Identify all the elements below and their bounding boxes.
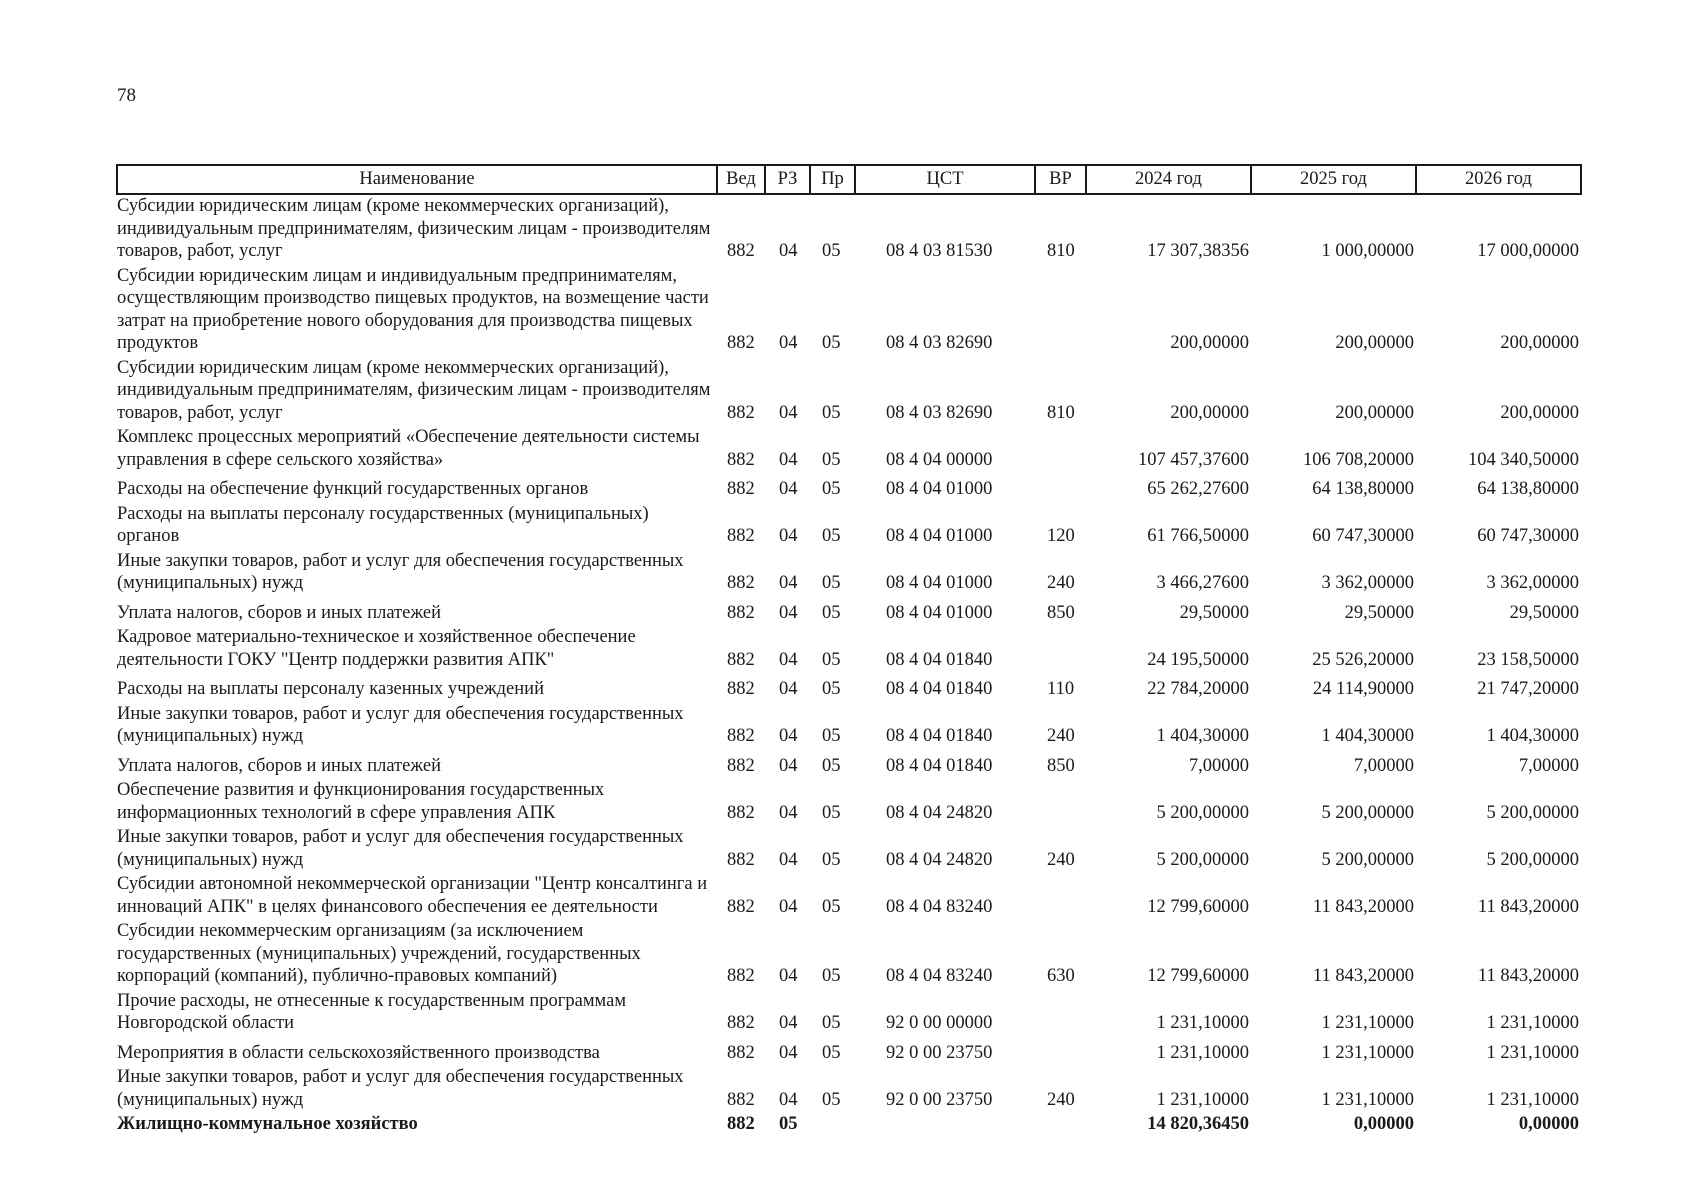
row-vr: 110 <box>1047 679 1075 699</box>
row-rz: 04 <box>779 526 798 546</box>
page-number: 78 <box>117 85 136 106</box>
table-row <box>117 750 1581 780</box>
row-2024: 22 784,20000 <box>1147 679 1249 699</box>
row-vr <box>1035 873 1086 920</box>
row-vr <box>1035 990 1086 1037</box>
row-rz: 04 <box>779 679 798 699</box>
row-2026: 23 158,50000 <box>1477 649 1579 670</box>
row-2024: 24 195,50000 <box>1147 649 1249 670</box>
row-ved: 882 <box>727 1013 755 1033</box>
row-2026: 29,50000 <box>1509 602 1579 623</box>
table-row <box>117 920 1581 990</box>
row-ved: 882 <box>727 573 755 593</box>
row-cst: 08 4 04 01840 <box>886 755 993 776</box>
row-name: Субсидии юридическим лицам (кроме некоммерческих организаций), индивидуальным предпринимателям, физическим лицам - производителям товаров, работ, услуг <box>117 196 711 261</box>
row-2026: 60 747,30000 <box>1477 526 1579 546</box>
row-2026: 1 404,30000 <box>1486 726 1579 746</box>
row-vr <box>1035 473 1086 503</box>
table-row <box>117 503 1581 550</box>
row-2024: 65 262,27600 <box>1147 479 1249 499</box>
table-row <box>117 597 1581 627</box>
row-2024: 1 404,30000 <box>1156 726 1249 746</box>
row-2026: 7,00000 <box>1518 755 1579 776</box>
row-pr: 05 <box>822 479 841 499</box>
row-rz: 04 <box>779 726 798 746</box>
row-pr: 05 <box>822 1089 841 1110</box>
header-cst: ЦСТ <box>855 165 1035 194</box>
row-cst: 92 0 00 23750 <box>886 1042 993 1063</box>
row-rz: 04 <box>779 966 798 986</box>
row-pr: 05 <box>822 333 841 353</box>
row-name: Расходы на выплаты персоналу казенных учреждений <box>117 679 544 699</box>
row-ved: 882 <box>727 402 755 423</box>
row-pr: 05 <box>822 241 841 261</box>
row-rz: 04 <box>779 802 798 823</box>
row-pr: 05 <box>822 649 841 670</box>
row-2026: 3 362,00000 <box>1486 573 1579 593</box>
row-cst: 92 0 00 00000 <box>886 1013 993 1033</box>
row-vr <box>1035 779 1086 826</box>
row-name: Расходы на выплаты персоналу государственных (муниципальных) органов <box>117 503 649 546</box>
row-2024: 1 231,10000 <box>1156 1013 1249 1033</box>
row-rz: 04 <box>779 602 798 623</box>
table-row <box>117 426 1581 473</box>
row-name: Жилищно-коммунальное хозяйство <box>117 1114 418 1134</box>
row-2025: 0,00000 <box>1353 1114 1414 1134</box>
row-2026: 1 231,10000 <box>1486 1013 1579 1033</box>
row-vr <box>1035 265 1086 357</box>
row-pr: 05 <box>822 849 841 870</box>
row-2025: 5 200,00000 <box>1321 802 1414 823</box>
row-ved: 882 <box>727 849 755 870</box>
row-rz: 04 <box>779 849 798 870</box>
row-ved: 882 <box>727 679 755 699</box>
row-rz: 04 <box>779 573 798 593</box>
row-2024: 29,50000 <box>1179 602 1249 623</box>
row-2024: 61 766,50000 <box>1147 526 1249 546</box>
row-ved: 882 <box>727 726 755 746</box>
table-row <box>117 194 1581 265</box>
row-vr: 810 <box>1047 402 1075 423</box>
row-pr: 05 <box>822 679 841 699</box>
header-pr: Пр <box>810 165 855 194</box>
row-name: Прочие расходы, не отнесенные к государственным программам Новгородской области <box>117 990 627 1033</box>
row-name: Расходы на обеспечение функций государственных органов <box>117 479 589 499</box>
table-row <box>117 626 1581 673</box>
row-2025: 64 138,80000 <box>1312 479 1414 499</box>
row-2026: 5 200,00000 <box>1486 849 1579 870</box>
row-name: Иные закупки товаров, работ и услуг для обеспечения государственных (муниципальных) нужд <box>117 1067 684 1110</box>
row-rz: 04 <box>779 479 798 499</box>
row-pr: 05 <box>822 1013 841 1033</box>
row-rz: 04 <box>779 649 798 670</box>
header-rz: РЗ <box>765 165 810 194</box>
row-2026: 17 000,00000 <box>1477 241 1579 261</box>
row-rz: 04 <box>779 333 798 353</box>
row-cst <box>855 1113 1035 1138</box>
table-row <box>117 473 1581 503</box>
row-vr: 240 <box>1047 726 1075 746</box>
row-pr: 05 <box>822 726 841 746</box>
table-row <box>117 357 1581 427</box>
row-pr <box>810 1113 855 1138</box>
row-ved: 882 <box>727 966 755 986</box>
row-rz: 05 <box>779 1114 798 1134</box>
row-cst: 08 4 03 82690 <box>886 402 993 423</box>
row-pr: 05 <box>822 802 841 823</box>
table-row <box>117 873 1581 920</box>
row-2024: 12 799,60000 <box>1147 966 1249 986</box>
row-vr: 240 <box>1047 1089 1075 1110</box>
row-ved: 882 <box>727 896 755 917</box>
row-name: Уплата налогов, сборов и иных платежей <box>117 602 442 623</box>
row-ved: 882 <box>727 802 755 823</box>
row-2025: 1 231,10000 <box>1321 1042 1414 1063</box>
row-rz: 04 <box>779 1042 798 1063</box>
table-row <box>117 265 1581 357</box>
row-vr <box>1035 1037 1086 1067</box>
row-cst: 08 4 04 24820 <box>886 849 993 870</box>
row-name: Субсидии автономной некоммерческой организации "Центр консалтинга и инноваций АПК" в целях финансового обеспечения ее деятельности <box>117 874 708 917</box>
row-2024: 1 231,10000 <box>1156 1042 1249 1063</box>
row-cst: 08 4 04 83240 <box>886 896 993 917</box>
header-vr: ВР <box>1035 165 1086 194</box>
row-name: Субсидии некоммерческим организациям (за исключением государственных (муниципальных) учреждений, государственных корпораций (компаний), публично-правовых компаний) <box>117 921 641 986</box>
table-row <box>117 673 1581 703</box>
row-2026: 64 138,80000 <box>1477 479 1579 499</box>
row-2025: 29,50000 <box>1344 602 1414 623</box>
row-ved: 882 <box>727 333 755 353</box>
row-2025: 11 843,20000 <box>1312 966 1414 986</box>
row-2025: 11 843,20000 <box>1312 896 1414 917</box>
row-cst: 08 4 04 24820 <box>886 802 993 823</box>
row-pr: 05 <box>822 1042 841 1063</box>
header-name: Наименование <box>117 165 717 194</box>
row-2025: 24 114,90000 <box>1312 679 1414 699</box>
row-cst: 08 4 04 01000 <box>886 479 993 499</box>
row-2024: 14 820,36450 <box>1147 1114 1249 1134</box>
row-vr <box>1035 1113 1086 1138</box>
row-2026: 5 200,00000 <box>1486 802 1579 823</box>
row-vr: 810 <box>1047 241 1075 261</box>
table-row <box>117 826 1581 873</box>
row-rz: 04 <box>779 896 798 917</box>
row-rz: 04 <box>779 402 798 423</box>
row-name: Мероприятия в области сельскохозяйственного производства <box>117 1042 600 1063</box>
row-cst: 08 4 04 01840 <box>886 679 993 699</box>
row-2025: 3 362,00000 <box>1321 573 1414 593</box>
row-2025: 25 526,20000 <box>1312 649 1414 670</box>
row-ved: 882 <box>727 241 755 261</box>
row-vr <box>1035 626 1086 673</box>
header-2026: 2026 год <box>1416 165 1581 194</box>
row-ved: 882 <box>727 1042 755 1063</box>
row-2025: 200,00000 <box>1335 402 1414 423</box>
row-name: Иные закупки товаров, работ и услуг для обеспечения государственных (муниципальных) нужд <box>117 703 684 746</box>
row-name: Комплекс процессных мероприятий «Обеспечение деятельности системы управления в сфере сельского хозяйства» <box>117 427 700 470</box>
row-cst: 08 4 04 01000 <box>886 526 993 546</box>
row-name: Уплата налогов, сборов и иных платежей <box>117 755 442 776</box>
row-ved: 882 <box>727 649 755 670</box>
row-cst: 08 4 04 00000 <box>886 449 993 470</box>
row-vr: 630 <box>1047 966 1075 986</box>
row-2026: 11 843,20000 <box>1477 896 1579 917</box>
row-name: Субсидии юридическим лицам и индивидуальным предпринимателям, осуществляющим производство пищевых продуктов, на возмещение части затрат на приобретение нового оборудования для производства пищевых продуктов <box>117 265 709 353</box>
header-2025: 2025 год <box>1251 165 1416 194</box>
row-pr: 05 <box>822 449 841 470</box>
row-name: Иные закупки товаров, работ и услуг для обеспечения государственных (муниципальных) нужд <box>117 827 684 870</box>
row-pr: 05 <box>822 755 841 776</box>
row-2026: 0,00000 <box>1518 1114 1579 1134</box>
row-cst: 08 4 04 01840 <box>886 726 993 746</box>
table-row <box>117 550 1581 597</box>
table-row <box>117 990 1581 1037</box>
row-rz: 04 <box>779 449 798 470</box>
row-pr: 05 <box>822 602 841 623</box>
row-2024: 107 457,37600 <box>1138 449 1249 470</box>
row-2024: 200,00000 <box>1170 333 1249 353</box>
row-rz: 04 <box>779 1089 798 1110</box>
row-2025: 5 200,00000 <box>1321 849 1414 870</box>
header-2024: 2024 год <box>1086 165 1251 194</box>
row-2025: 1 404,30000 <box>1321 726 1414 746</box>
table-row <box>117 779 1581 826</box>
budget-table <box>116 164 1582 1138</box>
row-cst: 08 4 04 01000 <box>886 602 993 623</box>
row-cst: 08 4 04 83240 <box>886 966 993 986</box>
row-2025: 7,00000 <box>1353 755 1414 776</box>
header-ved: Вед <box>717 165 765 194</box>
row-2025: 1 231,10000 <box>1321 1013 1414 1033</box>
row-vr: 120 <box>1047 526 1075 546</box>
table-header-row <box>117 165 1581 194</box>
row-cst: 08 4 04 01840 <box>886 649 993 670</box>
row-ved: 882 <box>727 1089 755 1110</box>
row-2026: 21 747,20000 <box>1477 679 1579 699</box>
table-row <box>117 1037 1581 1067</box>
row-name: Субсидии юридическим лицам (кроме некоммерческих организаций), индивидуальным предпринимателям, физическим лицам - производителям товаров, работ, услуг <box>117 357 711 423</box>
row-cst: 92 0 00 23750 <box>886 1089 993 1110</box>
row-pr: 05 <box>822 966 841 986</box>
row-rz: 04 <box>779 241 798 261</box>
row-2025: 1 231,10000 <box>1321 1089 1414 1110</box>
row-ved: 882 <box>727 449 755 470</box>
row-name: Иные закупки товаров, работ и услуг для обеспечения государственных (муниципальных) нужд <box>117 550 684 593</box>
row-vr: 240 <box>1047 573 1075 593</box>
row-pr: 05 <box>822 402 841 423</box>
row-2026: 104 340,50000 <box>1468 449 1579 470</box>
row-2024: 5 200,00000 <box>1156 802 1249 823</box>
row-ved: 882 <box>727 1114 755 1134</box>
row-pr: 05 <box>822 573 841 593</box>
row-2026: 1 231,10000 <box>1486 1042 1579 1063</box>
row-2026: 200,00000 <box>1500 333 1579 353</box>
row-2026: 11 843,20000 <box>1477 966 1579 986</box>
row-ved: 882 <box>727 526 755 546</box>
row-2024: 17 307,38356 <box>1147 241 1249 261</box>
row-vr <box>1035 426 1086 473</box>
table-row <box>117 1066 1581 1113</box>
row-ved: 882 <box>727 755 755 776</box>
row-2024: 7,00000 <box>1188 755 1249 776</box>
row-2024: 12 799,60000 <box>1147 896 1249 917</box>
row-vr: 850 <box>1047 602 1075 623</box>
row-2025: 1 000,00000 <box>1321 241 1414 261</box>
row-vr: 850 <box>1047 755 1075 776</box>
row-rz: 04 <box>779 755 798 776</box>
row-ved: 882 <box>727 479 755 499</box>
row-pr: 05 <box>822 526 841 546</box>
row-cst: 08 4 04 01000 <box>886 573 993 593</box>
row-cst: 08 4 03 81530 <box>886 241 993 261</box>
row-2026: 200,00000 <box>1500 402 1579 423</box>
row-2024: 3 466,27600 <box>1156 573 1249 593</box>
row-rz: 04 <box>779 1013 798 1033</box>
row-2024: 1 231,10000 <box>1156 1089 1249 1110</box>
row-name: Обеспечение развития и функционирования государственных информационных технологий в сфере управления АПК <box>117 780 605 823</box>
row-2024: 200,00000 <box>1170 402 1249 423</box>
row-2025: 106 708,20000 <box>1303 449 1414 470</box>
table-row <box>117 703 1581 750</box>
row-name: Кадровое материально-техническое и хозяйственное обеспечение деятельности ГОКУ "Центр поддержки развития АПК" <box>117 627 636 670</box>
row-2026: 1 231,10000 <box>1486 1089 1579 1110</box>
row-ved: 882 <box>727 602 755 623</box>
row-2025: 60 747,30000 <box>1312 526 1414 546</box>
row-vr: 240 <box>1047 849 1075 870</box>
row-2024: 5 200,00000 <box>1156 849 1249 870</box>
row-cst: 08 4 03 82690 <box>886 333 993 353</box>
row-pr: 05 <box>822 896 841 917</box>
row-2025: 200,00000 <box>1335 333 1414 353</box>
table-row <box>117 1113 1581 1138</box>
